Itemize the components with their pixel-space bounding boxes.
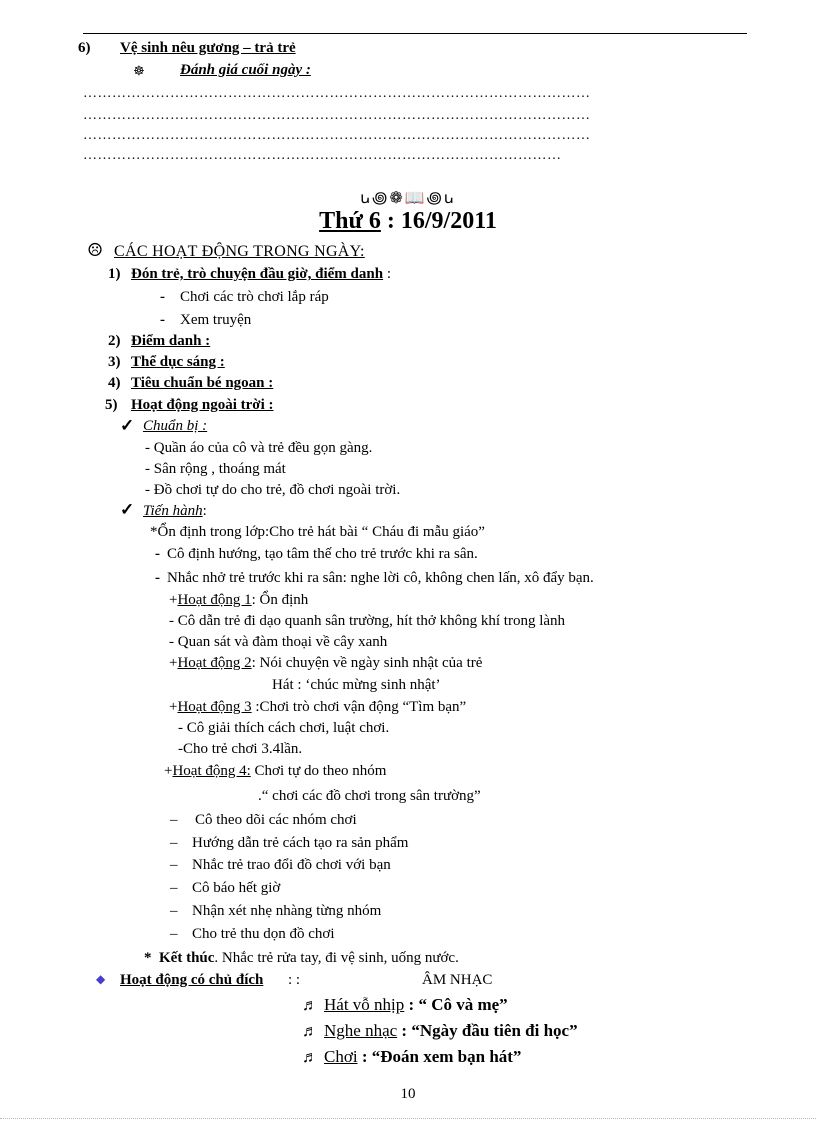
item-number: 4) [108, 375, 121, 391]
activity-line: Cho trẻ thu dọn đồ chơi [192, 926, 335, 942]
day-name: Thứ 6 [319, 208, 381, 234]
evaluation-label: Đánh giá cuối ngày : [180, 62, 311, 78]
dash-bullet: – [170, 812, 178, 828]
item-1 [131, 266, 391, 283]
conclusion-label: Kết thúc [159, 950, 215, 966]
dash-bullet: - [155, 570, 160, 586]
plus-mark: + [169, 592, 178, 608]
activity-text: Chơi tự do theo nhóm [250, 763, 387, 779]
activity-label: Hoạt động 4: [172, 763, 251, 779]
purpose-subject: ÂM NHẠC [422, 972, 493, 988]
sub-item: Chơi các trò chơi lắp ráp [180, 289, 329, 305]
item-suffix: : [383, 266, 391, 282]
prep-line: - Quần áo của cô và trẻ đều gọn gàng. [145, 440, 373, 456]
activity-line: - Cô giải thích cách chơi, luật chơi. [178, 720, 390, 736]
activity-line: Cô báo hết giờ [192, 880, 281, 896]
proc-intro: *Ổn định trong lớp:Cho trẻ hát bài “ Cháu đi mẫu giáo” [150, 524, 485, 540]
conclusion-text: . Nhắc trẻ rửa tay, đi vệ sinh, uống nước. [214, 950, 459, 966]
activity-song: Hát : ‘chúc mừng sinh nhật’ [272, 677, 441, 693]
activity-2 [169, 655, 482, 672]
item-number: 5) [105, 397, 118, 413]
activity-text: :Chơi trò chơi vận động “Tìm bạn” [251, 699, 467, 715]
dash-bullet: – [170, 835, 178, 851]
proc-label [143, 503, 207, 520]
activity-1 [169, 592, 308, 609]
item-label: Hoạt động ngoài trời : [131, 397, 274, 413]
day-title [0, 208, 816, 235]
activity-text: : Nói chuyện về ngày sinh nhật của trẻ [251, 655, 483, 671]
conclusion [144, 950, 459, 967]
plus-mark: + [169, 655, 178, 671]
music-line-label: Chơi [324, 1047, 358, 1066]
sub-item: Xem truyện [180, 312, 252, 328]
prep-label: Chuẩn bị : [143, 418, 208, 434]
plus-mark: + [164, 763, 173, 779]
plus-mark: + [169, 699, 178, 715]
day-separator: : [380, 208, 401, 234]
activity-line: Nhận xét nhẹ nhàng từng nhóm [192, 903, 382, 919]
item-number: 1) [108, 266, 121, 282]
section-title: CÁC HOẠT ĐỘNG TRONG NGÀY: [114, 243, 365, 260]
diamond-icon: ◆ [96, 972, 106, 986]
dotted-line: …………………………………………………………………………………………… [83, 128, 591, 143]
item-6-title: Vệ sinh nêu gương – trả trẻ [120, 40, 296, 56]
check-icon: ✓ [120, 416, 135, 435]
activity-label: Hoạt động 1 [177, 592, 252, 608]
item-label: Điểm danh : [131, 333, 211, 349]
dash-bullet: – [170, 880, 178, 896]
dotted-line: …………………………………………………………………………………………… [83, 108, 591, 123]
prep-line: - Đồ chơi tự do cho trẻ, đồ chơi ngoài trời. [145, 482, 401, 498]
dash-bullet: – [170, 903, 178, 919]
item-6-number: 6) [78, 40, 91, 56]
item-label: Đón trẻ, trò chuyện đầu giờ, điểm danh [131, 266, 384, 282]
prep-line: - Sân rộng , thoáng mát [145, 461, 286, 477]
check-icon: ✓ [120, 500, 135, 519]
music-note-icon: ♬ [302, 1023, 318, 1040]
music-line [324, 995, 508, 1015]
top-rule [83, 33, 747, 34]
dash-bullet: – [170, 857, 178, 873]
music-line-text: : “Đoán xem bạn hát” [357, 1047, 522, 1066]
page-number: 10 [400, 1086, 416, 1102]
activity-quote: .“ chơi các đồ chơi trong sân trường” [258, 788, 481, 804]
item-label: Thể dục sáng : [131, 354, 225, 370]
music-line [324, 1021, 578, 1041]
proc-bullet: Cô định hướng, tạo tâm thế cho trẻ trước khi ra sân. [167, 546, 478, 562]
proc-label-colon: : [202, 503, 207, 519]
music-line-label: Nghe nhạc [324, 1021, 398, 1040]
music-line-label: Hát vỗ nhịp [324, 995, 405, 1014]
star-mark: * [144, 950, 152, 966]
item-label: Tiêu chuẩn bé ngoan : [131, 375, 274, 391]
purpose-colon: : : [288, 972, 301, 988]
music-note-icon: ♬ [302, 1049, 318, 1066]
day-date: 16/9/2011 [400, 208, 497, 234]
activity-3 [169, 699, 466, 716]
music-note-icon: ♬ [302, 997, 318, 1014]
activity-line: - Cô dẫn trẻ đi dạo quanh sân trường, hít thở không khí trong lành [169, 613, 566, 629]
purpose-label: Hoạt động có chủ đích [120, 972, 264, 988]
activity-line: -Cho trẻ chơi 3.4lần. [178, 741, 303, 757]
activity-label: Hoạt động 3 [177, 699, 252, 715]
item-number: 2) [108, 333, 121, 349]
activity-4 [164, 763, 386, 780]
proc-label-text: Tiến hành [143, 503, 203, 519]
dotted-line: …………………………………………………………………………………………… [83, 86, 591, 101]
activity-label: Hoạt động 2 [177, 655, 252, 671]
activity-text: : Ổn định [251, 592, 309, 608]
dash-bullet: - [160, 289, 165, 305]
music-line [324, 1047, 521, 1067]
activity-line: Nhắc trẻ trao đổi đồ chơi với bạn [192, 857, 391, 873]
proc-bullet: Nhắc nhở trẻ trước khi ra sân: nghe lời cô, không chen lấn, xô đẩy bạn. [167, 570, 594, 586]
dash-bullet: - [160, 312, 165, 328]
ornament-divider: ꭎ꩜❁📖꩜ꭎ [360, 190, 456, 207]
activity-line: Hướng dẫn trẻ cách tạo ra sản phẩm [192, 835, 409, 851]
wheel-icon: ☸ [133, 63, 145, 78]
music-line-text: : “ Cô và mẹ” [404, 995, 508, 1014]
dash-bullet: – [170, 926, 178, 942]
dash-bullet: - [155, 546, 160, 562]
activity-line: - Quan sát và đàm thoại về cây xanh [169, 634, 388, 650]
music-line-text: : “Ngày đầu tiên đi học” [397, 1021, 578, 1040]
item-number: 3) [108, 354, 121, 370]
activity-line: Cô theo dõi các nhóm chơi [195, 812, 357, 828]
sad-face-icon: ☹ [87, 240, 104, 260]
page-bottom-rule [0, 1118, 816, 1119]
dotted-line: ……………………………………………………………………………………… [83, 148, 562, 163]
